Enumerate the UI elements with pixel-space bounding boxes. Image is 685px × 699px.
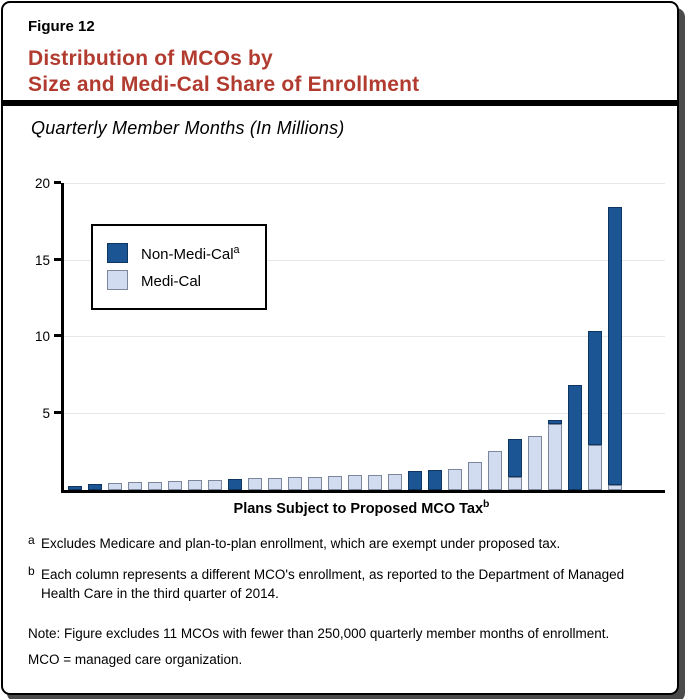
figure-title-line-1: Distribution of MCOs by <box>28 47 273 70</box>
bar-segment-medi-cal <box>608 485 622 490</box>
chart-legend <box>91 224 267 310</box>
bar-segment-medi-cal <box>588 445 602 490</box>
bar-segment-medi-cal <box>308 477 322 490</box>
bar-segment-medi-cal <box>288 477 302 490</box>
bar-segment-non-medi-cal <box>68 486 82 490</box>
bar-segment-medi-cal <box>488 451 502 490</box>
gridline-10 <box>64 336 665 337</box>
bar-segment-medi-cal <box>448 469 462 490</box>
bar-segment-medi-cal <box>248 478 262 490</box>
figure-label: Figure 12 <box>28 18 95 35</box>
bar-segment-non-medi-cal <box>408 471 422 490</box>
figure-title-line-2: Size and Medi-Cal Share of Enrollment <box>28 73 420 96</box>
y-axis-tick-5 <box>54 411 61 414</box>
bar-segment-non-medi-cal <box>568 385 582 490</box>
legend-label-text: Medi-Cal <box>141 272 202 290</box>
bar-segment-medi-cal <box>388 474 402 490</box>
bar-segment-medi-cal <box>468 462 482 490</box>
x-axis-label-text: Plans Subject to Proposed MCO Tax <box>233 500 484 517</box>
figure-title <box>28 46 419 98</box>
y-axis-tick-label: 15 <box>34 253 50 268</box>
x-axis-label-superscript-b: b <box>483 499 490 510</box>
bar-segment-non-medi-cal <box>548 420 562 424</box>
bar-segment-medi-cal <box>148 482 162 490</box>
footnote-a-text: Excludes Medicare and plan-to-plan enrollment, which are exempt under proposed tax. <box>41 536 561 551</box>
chart-subtitle: Quarterly Member Months (In Millions) <box>31 118 345 138</box>
y-axis-tick-label: 20 <box>34 176 50 191</box>
legend-item-non-medi-cal <box>107 243 257 263</box>
legend-superscript-a: a <box>233 243 240 256</box>
footnote-a-marker: a <box>28 533 35 547</box>
x-axis-label <box>61 499 662 517</box>
y-axis-tick-20 <box>54 181 61 184</box>
bar-segment-medi-cal <box>168 481 182 490</box>
legend-label-medi-cal <box>141 271 201 290</box>
title-divider-rule <box>3 100 677 106</box>
gridline-20 <box>64 183 665 184</box>
bar-segment-non-medi-cal <box>228 479 242 490</box>
legend-swatch-non-medi-cal <box>107 243 128 263</box>
bar-segment-medi-cal <box>328 476 342 490</box>
footnote-b-marker: b <box>28 564 35 578</box>
bar-segment-medi-cal <box>528 436 542 490</box>
legend-label-non-medi-cal <box>141 244 240 263</box>
bar-segment-non-medi-cal <box>428 470 442 490</box>
y-axis-tick-10 <box>54 334 61 337</box>
y-axis-tick-label: 10 <box>34 329 50 344</box>
legend-label-text: Non-Medi-Cal <box>141 245 234 263</box>
bar-segment-medi-cal <box>188 480 202 490</box>
bar-segment-medi-cal <box>108 483 122 490</box>
bar-segment-non-medi-cal <box>88 484 102 490</box>
y-axis-tick-label: 5 <box>42 406 50 421</box>
bar-segment-non-medi-cal <box>588 331 602 445</box>
bar-segment-medi-cal <box>348 475 362 490</box>
note-abbreviation: MCO = managed care organization. <box>28 652 243 667</box>
bar-segment-non-medi-cal <box>508 439 522 477</box>
footnote-b-text: Each column represents a different MCO's enrollment, as reported to the Department of Managed Health Care in the third quarter of 2014. <box>41 567 625 601</box>
figure-card <box>1 1 679 695</box>
footnote-b <box>28 565 663 603</box>
note-exclusions: Note: Figure excludes 11 MCOs with fewer than 250,000 quarterly member months of enrollment. <box>28 626 610 641</box>
bar-segment-medi-cal <box>508 477 522 490</box>
bar-segment-medi-cal <box>208 480 222 490</box>
bar-segment-medi-cal <box>268 478 282 490</box>
bar-segment-medi-cal <box>368 475 382 490</box>
footnote-a <box>28 534 560 553</box>
legend-swatch-medi-cal <box>107 270 128 290</box>
bar-segment-non-medi-cal <box>608 207 622 485</box>
legend-item-medi-cal <box>107 270 257 290</box>
y-axis-tick-15 <box>54 258 61 261</box>
bar-segment-medi-cal <box>548 424 562 490</box>
bar-segment-medi-cal <box>128 482 142 490</box>
